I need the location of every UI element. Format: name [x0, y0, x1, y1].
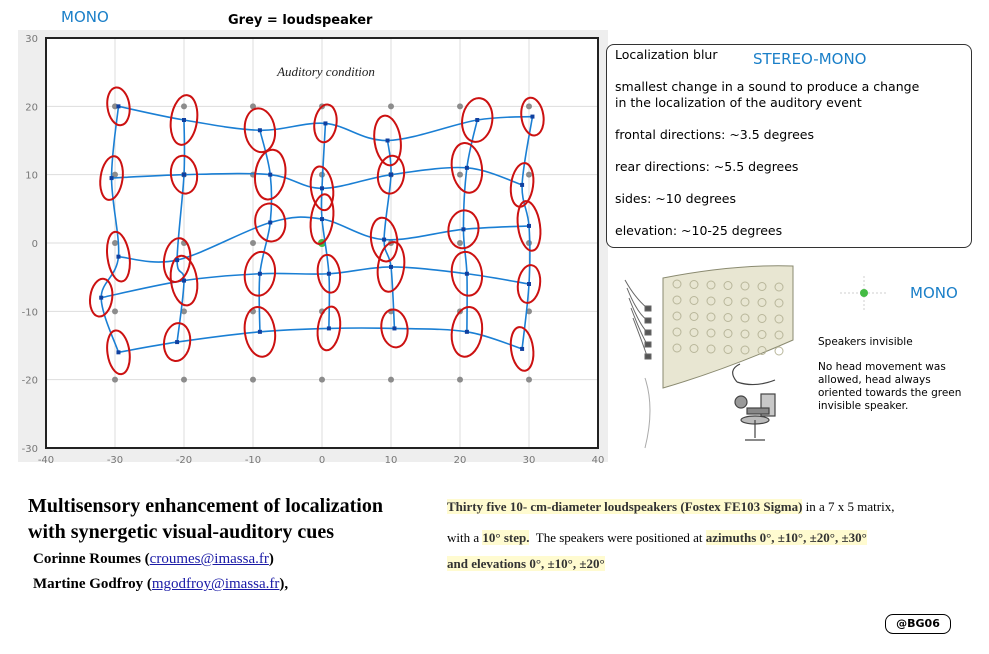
description-pre-2: with a	[447, 530, 483, 545]
x-tick-label: -10	[244, 455, 262, 466]
response-point	[465, 272, 469, 276]
speaker-marker	[457, 172, 463, 178]
paper-title-line-1: Multisensory enhancement of localization	[28, 495, 383, 517]
response-point	[175, 258, 179, 262]
response-point	[110, 176, 114, 180]
response-point	[461, 227, 465, 231]
setup-illustration	[615, 258, 815, 450]
author-2: Martine Godfroy (mgodfroy@imassa.fr),	[33, 576, 289, 592]
description-line-2	[447, 525, 867, 551]
y-tick-label: 0	[31, 239, 38, 250]
description-line-3	[447, 551, 605, 577]
description-hl-3: azimuths 0°, ±10°, ±20°, ±30°	[705, 530, 867, 545]
localization-blur-box	[606, 44, 972, 248]
y-tick-label: -20	[21, 375, 38, 387]
head-note-line-1: No head movement was	[818, 361, 946, 373]
description-rest-1: in a 7 x 5 matrix,	[802, 499, 895, 514]
speaker-marker	[526, 172, 532, 178]
response-point	[182, 173, 186, 177]
head-note-line-2: allowed, head always	[818, 374, 931, 386]
author-1-name: Corinne Roumes	[33, 551, 141, 567]
response-point	[392, 326, 396, 330]
blur-label: Localization blur	[615, 47, 718, 62]
response-point	[382, 238, 386, 242]
author-1-email-link[interactable]: croumes@imassa.fr	[149, 551, 269, 567]
head-note-line-3: oriented towards the green	[818, 387, 962, 399]
response-point	[323, 121, 327, 125]
response-point	[175, 340, 179, 344]
author-1: Corinne Roumes (croumes@imassa.fr)	[33, 551, 274, 567]
response-point	[320, 217, 324, 221]
panel-speaker-icon	[775, 347, 783, 355]
speaker-marker	[112, 308, 118, 314]
speaker-marker	[112, 240, 118, 246]
author-2-name: Martine Godfroy	[33, 576, 144, 592]
speaker-marker	[181, 377, 187, 383]
author-badge: @BG06	[885, 614, 951, 634]
blur-sides: sides: ~10 degrees	[615, 191, 736, 206]
x-tick-label: 0	[318, 455, 326, 466]
speaker-marker	[526, 377, 532, 383]
head-note-line-4: invisible speaker.	[818, 400, 909, 412]
definition-line-1: smallest change in a sound to produce a change	[615, 79, 920, 94]
speaker-marker	[250, 377, 256, 383]
chart-annotation: Auditory condition	[277, 64, 375, 79]
response-point	[475, 118, 479, 122]
x-tick-label: 20	[453, 455, 467, 466]
x-tick-label: 10	[384, 455, 398, 466]
description-hl-2: 10° step.	[482, 530, 530, 545]
speaker-marker	[250, 240, 256, 246]
author-2-email-link[interactable]: mgodfroy@imassa.fr	[151, 576, 280, 592]
description-hl-1: Thirty five 10- cm-diameter loudspeakers (Fostex FE103 Sigma)	[447, 499, 803, 514]
response-point	[386, 139, 390, 143]
speaker-marker	[526, 103, 532, 109]
speakers-invisible-note: Speakers invisible	[818, 336, 913, 348]
description-rest-2: The speakers were positioned at	[529, 530, 706, 545]
response-point	[465, 330, 469, 334]
response-point	[527, 282, 531, 286]
response-point	[258, 330, 262, 334]
response-point	[327, 326, 331, 330]
green-speaker-icon	[860, 289, 868, 297]
y-tick-label: 10	[25, 170, 38, 182]
mono-label-right: MONO	[910, 284, 958, 302]
speaker-marker	[181, 103, 187, 109]
fixation-indicator	[834, 272, 894, 316]
response-point	[465, 166, 469, 170]
y-tick-label: -10	[21, 307, 38, 319]
response-point	[182, 118, 186, 122]
response-point	[258, 272, 262, 276]
response-point	[389, 173, 393, 177]
y-tick-label: -30	[21, 444, 38, 455]
x-tick-label: -40	[37, 455, 55, 466]
mono-label-left: MONO	[61, 8, 109, 26]
x-tick-label: 30	[522, 455, 536, 466]
response-point	[116, 255, 120, 259]
y-tick-label: 30	[25, 34, 38, 45]
response-point	[389, 265, 393, 269]
speaker-marker	[457, 377, 463, 383]
speaker-marker	[388, 103, 394, 109]
response-point	[268, 173, 272, 177]
response-point	[99, 296, 103, 300]
speaker-marker	[319, 377, 325, 383]
stereo-mono-label: STEREO-MONO	[753, 50, 867, 68]
response-point	[520, 347, 524, 351]
x-tick-label: -30	[106, 455, 124, 466]
response-point	[320, 186, 324, 190]
localization-chart	[0, 0, 610, 470]
response-point	[268, 221, 272, 225]
response-point	[182, 279, 186, 283]
x-tick-label: 40	[591, 455, 605, 466]
blur-elevation: elevation: ~10-25 degrees	[615, 223, 783, 238]
y-tick-label: 20	[25, 102, 38, 114]
description-line-1	[447, 494, 894, 520]
speaker-marker	[388, 377, 394, 383]
definition-line-2: in the localization of the auditory event	[615, 95, 862, 110]
response-point	[520, 183, 524, 187]
speaker-marker	[112, 377, 118, 383]
speaker-marker	[457, 103, 463, 109]
response-point	[327, 272, 331, 276]
chart-title: Grey = loudspeaker	[228, 13, 373, 28]
speaker-marker	[457, 240, 463, 246]
response-point	[258, 128, 262, 132]
description-hl-4: and elevations 0°, ±10°, ±20°	[447, 556, 605, 571]
paper-title-line-2: with synergetic visual-auditory cues	[28, 521, 335, 543]
blur-frontal: frontal directions: ~3.5 degrees	[615, 127, 814, 142]
response-point	[116, 350, 120, 354]
response-point	[116, 104, 120, 108]
x-tick-label: -20	[175, 455, 193, 466]
response-point	[530, 115, 534, 119]
blur-rear: rear directions: ~5.5 degrees	[615, 159, 799, 174]
response-point	[527, 224, 531, 228]
